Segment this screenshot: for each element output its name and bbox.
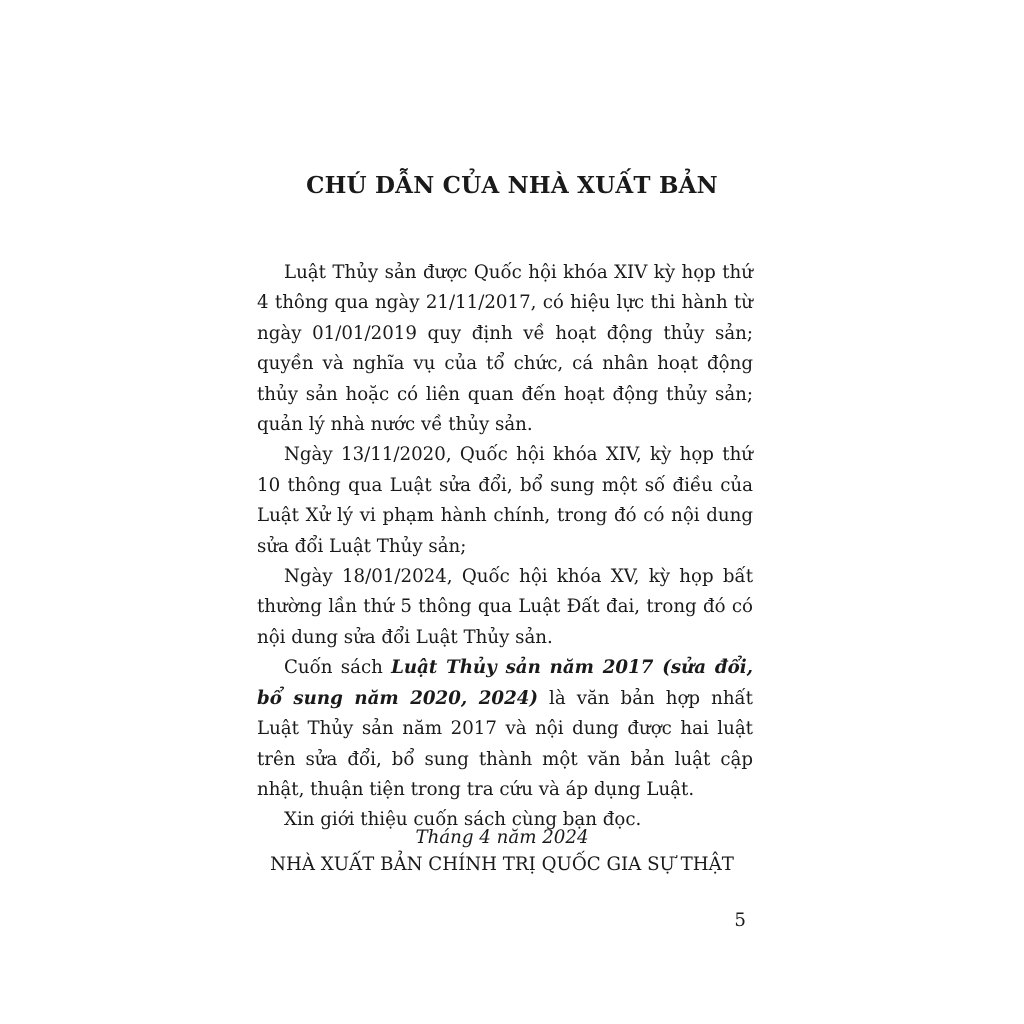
paragraph-2: Ngày 13/11/2020, Quốc hội khóa XIV, kỳ họp thứ 10 thông qua Luật sửa đổi, bổ sung một số điều của Luật Xử lý vi phạm hành chính, trong đó có nội dung sửa đổi Luật Thủy sản; <box>257 444 753 557</box>
paragraph-3: Ngày 18/01/2024, Quốc hội khóa XV, kỳ họp bất thường lần thứ 5 thông qua Luật Đất đai, trong đó có nội dung sửa đổi Luật Thủy sản. <box>257 566 753 648</box>
paragraph-4 <box>257 653 753 805</box>
paragraph-4-lead: Cuốn sách <box>284 657 392 679</box>
body-text <box>257 258 753 836</box>
book-title: Luật Thủy sản năm 2017 (sửa đổi, bổ sung năm 2020, 2024) <box>257 657 753 709</box>
publisher-name: NHÀ XUẤT BẢN CHÍNH TRỊ QUỐC GIA SỰ THẬT <box>270 854 734 875</box>
paragraph-4-rest: là văn bản hợp nhất Luật Thủy sản năm 2017 và nội dung được hai luật trên sửa đổi, bổ sung thành một văn bản luật cập nhật, thuận tiện trong tra cứu và áp dụng Luật. <box>257 687 753 800</box>
closing-paragraph: Xin giới thiệu cuốn sách cùng bạn đọc. <box>284 809 642 831</box>
paragraph-1: Luật Thủy sản được Quốc hội khóa XIV kỳ họp thứ 4 thông qua ngày 21/11/2017, có hiệu lực thi hành từ ngày 01/01/2019 quy định về hoạt động thủy sản; quyền và nghĩa vụ của tổ chức, cá nhân hoạt động thủy sản hoặc có liên quan đến hoạt động thủy sản; quản lý nhà nước về thủy sản. <box>257 262 753 436</box>
page-title: CHÚ DẪN CỦA NHÀ XUẤT BẢN <box>306 172 718 199</box>
page-number: 5 <box>734 910 746 931</box>
date-line: Tháng 4 năm 2024 <box>415 827 589 848</box>
